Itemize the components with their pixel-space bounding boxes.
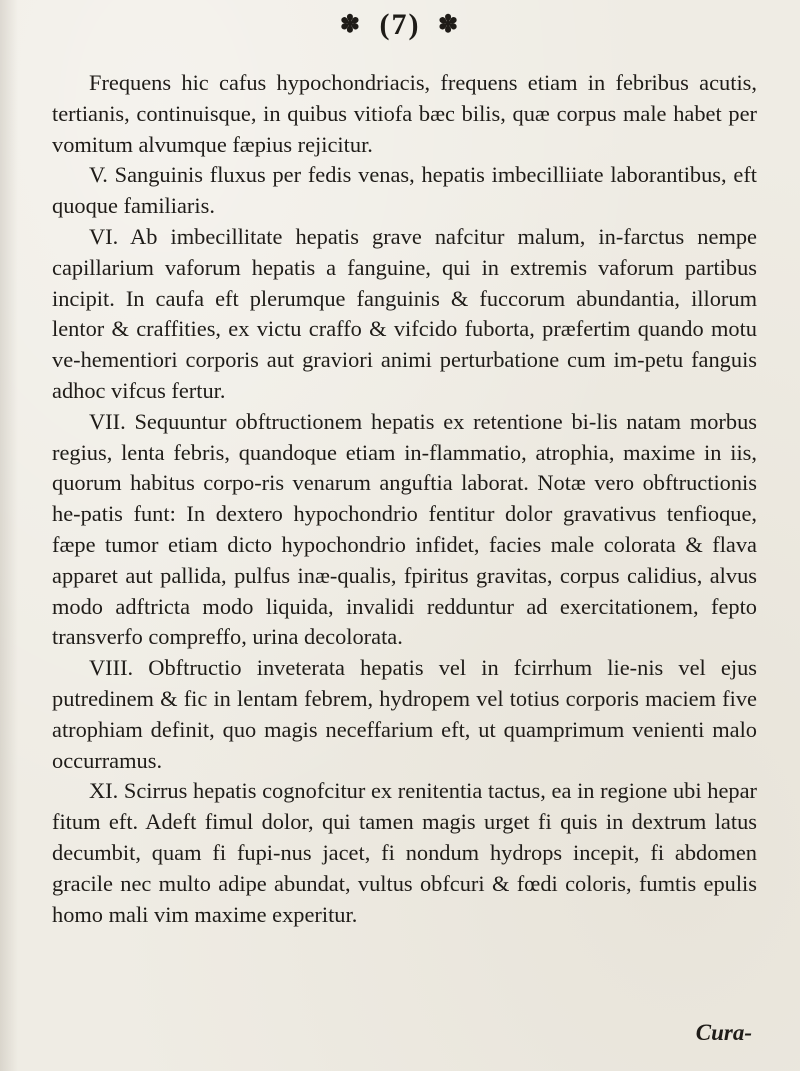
page-header (0, 8, 800, 42)
body-text (52, 68, 757, 930)
paragraph-intro: Frequens hic cafus hypochondriacis, frequens etiam in febribus acutis, tertianis, continuisque, in quibus vitiofa bæc bilis, quæ corpus male habet per vomitum alvumque fæpius rejicitur. (52, 70, 757, 157)
ornament-right-icon: ✽ (437, 12, 461, 38)
paragraph-viii: VIII. Obftructio inveterata hepatis vel in fcirrhum lie-nis vel ejus putredinem & fic in lentam febrem, hydropem vel totius corporis maciem five atrophiam definit, quo magis neceffarium eft, ut quamprimum venienti malo occurramus. (52, 655, 757, 773)
page-number: (7) (379, 8, 421, 41)
paragraph-vii: VII. Sequuntur obftructionem hepatis ex retentione bi-lis natam morbus regius, lenta febris, quandoque etiam in-flammatio, atrophia, maxime in iis, quorum habitus corpo-ris venarum anguftia laborat. Notæ vero obftructionis he-patis funt: In dextero hypochondrio fentitur dolor gravativus tenfioque, fæpe tumor etiam dicto hypochondrio infidet, facies male colorata & flava apparet aut pallida, pulfus inæ-qualis, fpiritus gravitas, corpus calidius, alvus modo adftricta modo liquida, invalidi redduntur ad exercitationem, fepto transverfo compreffo, urina decolorata. (52, 408, 757, 650)
page-gutter-shadow (0, 0, 18, 1071)
paragraph-v: V. Sanguinis fluxus per fedis venas, hepatis imbecilliiate laborantibus, eft quoque familiaris. (52, 162, 757, 219)
catchword: Cura- (695, 1020, 752, 1045)
paragraph-vi: VI. Ab imbecillitate hepatis grave nafcitur malum, in-farctus nempe capillarium vaforum hepatis a fanguine, qui in extremis vaforum partibus incipit. In caufa eft plerumque fanguinis & fuccorum abundantia, illorum lentor & craffities, ex victu craffo & vifcido fuborta, præfertim quando motu ve-hementiori corporis aut graviori animi perturbatione cum im-petu fanguis adhoc vifcus fertur. (52, 223, 757, 403)
ornament-left-icon: ✽ (339, 12, 362, 38)
paragraph-xi: XI. Scirrus hepatis cognofcitur ex renitentia tactus, ea in regione ubi hepar fitum eft. Adeft fimul dolor, qui tamen magis urget fi quis in dextrum latus decumbit, quam fi fupi-nus jacet, fi nondum hydrops incepit, fi abdomen gracile nec multo adipe abundat, vultus obfcuri & fœdi coloris, fumtis epulis homo mali vim maxime experitur. (52, 778, 757, 927)
